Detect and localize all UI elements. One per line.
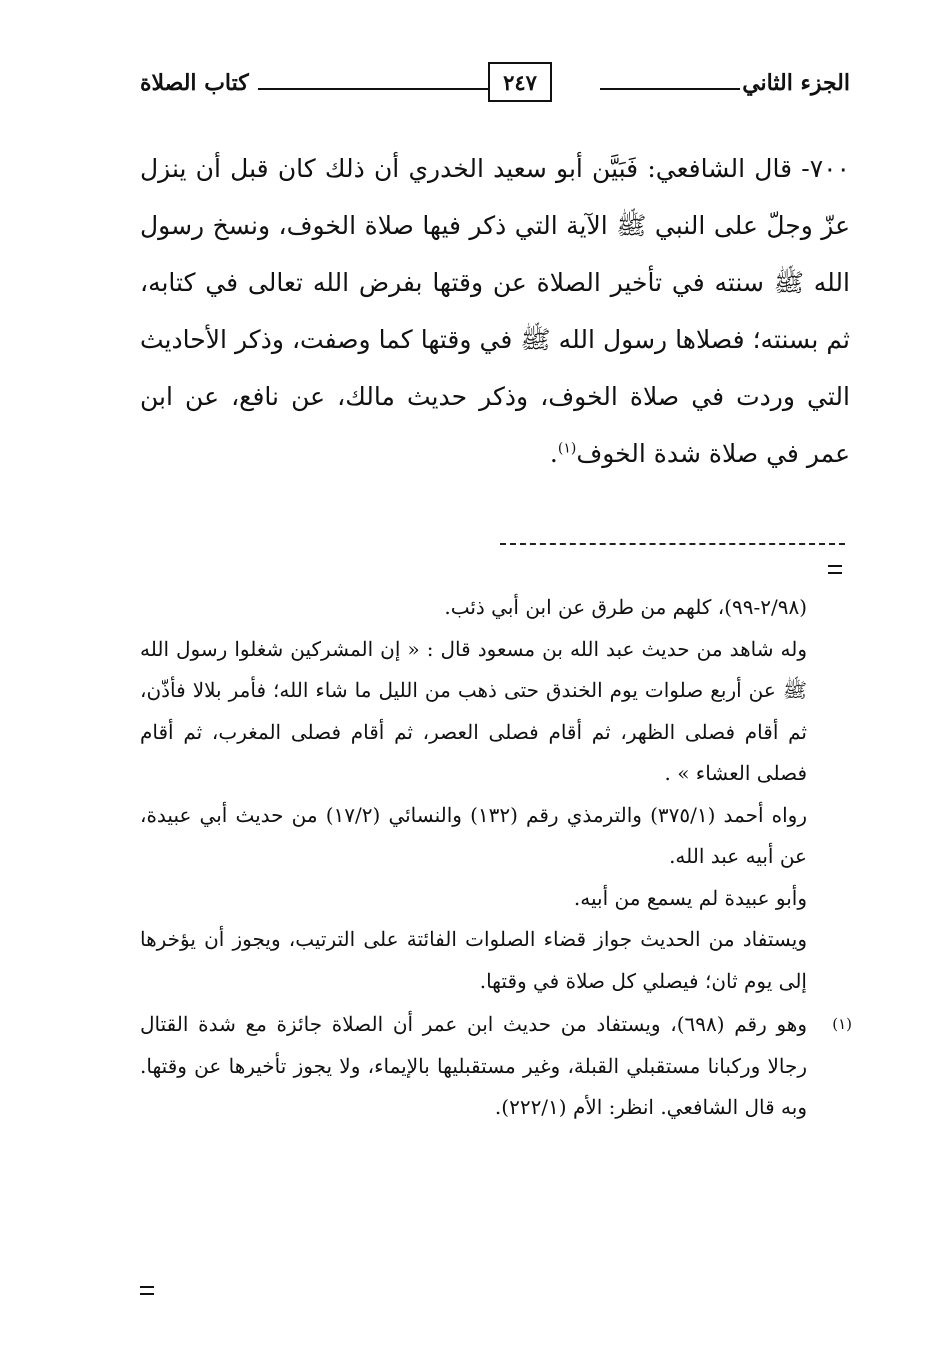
footnote-continuation: ويستفاد من الحديث جواز قضاء الصلوات الفائتة على الترتيب، ويجوز أن يؤخرها إلى يوم ثان؛ فيصلي كل صلاة في وقتها.	[140, 927, 807, 993]
paragraph-end: .	[549, 439, 558, 468]
continuation-mark-top	[828, 565, 842, 574]
footnote-text: وهو رقم (٦٩٨)، ويستفاد من حديث ابن عمر أن الصلاة جائزة مع شدة القتال رجالا وركبانا مستقبلي القبلة، وغير مستقبليها بالإيماء، ولا يجوز تأخيرها عن وقتها. وبه قال الشافعي. انظر: الأم (٢٢٢/١).	[140, 1012, 808, 1119]
running-header	[140, 62, 850, 108]
paragraph-text: ٧٠٠- قال الشافعي: فَبَيَّن أبو سعيد الخدري أن ذلك كان قبل أن ينزل عزّ وجلّ على النبي ﷺ الآية التي ذكر فيها صلاة الخوف، ونسخ رسول الله ﷺ سنته في تأخير الصلاة عن وقتها بفرض الله تعالى في كتابه، ثم بسنته؛ فصلاها رسول الله ﷺ في وقتها كما وصفت، وذكر الأحاديث التي وردت في صلاة الخوف، وذكر حديث مالك، عن نافع، عن ابن عمر في صلاة شدة الخوف	[140, 154, 850, 468]
footnote-1	[140, 1002, 852, 1129]
book-title: كتاب الصلاة	[140, 70, 249, 96]
page-number: ٢٤٧	[488, 62, 552, 102]
footnote-separator	[500, 543, 845, 545]
main-body	[140, 140, 850, 482]
volume-label: الجزء الثاني	[742, 70, 850, 96]
footnote-number: (١)	[832, 1015, 852, 1033]
continuation-mark-bottom	[140, 1286, 154, 1295]
paragraph-700	[140, 140, 850, 482]
footnote-continuation: وأبو عبيدة لم يسمع من أبيه.	[573, 885, 807, 910]
footnote-ref-1: (١)	[557, 440, 577, 457]
header-rule-left	[258, 88, 488, 90]
footnote-continuation: رواه أحمد (٣٧٥/١) والترمذي رقم (١٣٢) والنسائي (١٧/٢) من حديث أبي عبيدة، عن أبيه عبد الله.	[140, 802, 807, 868]
header-rule-right	[600, 88, 740, 90]
footnotes	[140, 587, 852, 1129]
footnote-continuation: (٢/٩٨-٩٩)، كلهم من طرق عن ابن أبي ذئب.	[444, 595, 807, 619]
footnote-continuation: وله شاهد من حديث عبد الله بن مسعود قال : « إن المشركين شغلوا رسول الله ﷺ عن أربع صلوات يوم الخندق حتى ذهب من الليل ما شاء الله؛ فأمر بلالا فأذّن، ثم أقام فصلى الظهر، ثم أقام فصلى العصر، ثم أقام فصلى المغرب، ثم أقام فصلى العشاء » .	[140, 636, 807, 785]
